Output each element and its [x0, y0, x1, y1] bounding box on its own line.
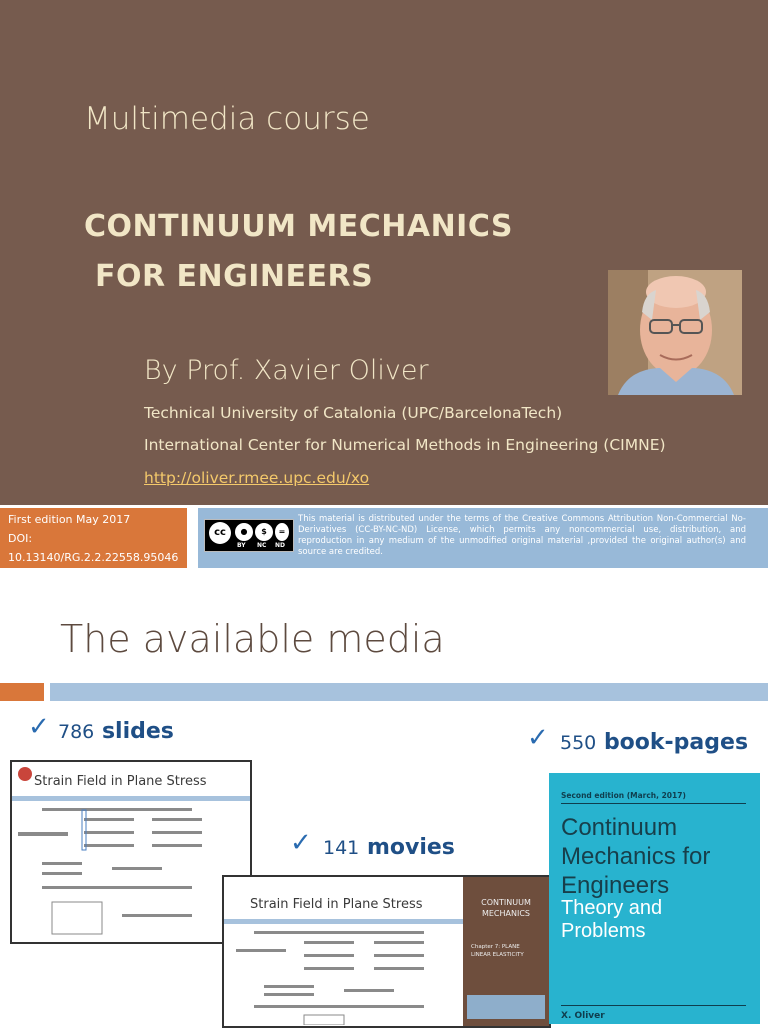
license-box — [198, 508, 768, 568]
checkmark-icon: ✓ — [527, 723, 549, 753]
edition-date: First edition May 2017 — [8, 513, 131, 526]
movies-count-label — [323, 835, 455, 860]
book-author: X. Oliver — [561, 1011, 605, 1021]
slide-thumbnail — [10, 760, 252, 944]
affiliation-cimne: International Center for Numerical Methods in Engineering (CIMNE) — [144, 436, 666, 454]
movies-count: 141 — [323, 837, 360, 859]
book-rule-top — [561, 803, 746, 804]
no-dollar-icon: $ — [255, 523, 273, 541]
doi-label: DOI: — [8, 532, 33, 545]
author-name: By Prof. Xavier Oliver — [144, 355, 429, 386]
movie-thumbnail — [222, 875, 551, 1028]
slide-equations — [12, 802, 250, 942]
chapter-credit-box — [467, 995, 545, 1019]
chapter-course-title: CONTINUUM MECHANICS — [481, 898, 531, 918]
cc-by-label: BY — [237, 542, 246, 549]
accent-bar-orange — [0, 683, 44, 701]
book-title-line: Mechanics for — [561, 843, 711, 870]
edition-box — [0, 508, 187, 568]
logo-icon — [18, 767, 32, 781]
cc-nc-label: NC — [257, 542, 267, 549]
book-title-line: Engineers — [561, 872, 670, 899]
chapter-label: Chapter 7: PLANE LINEAR ELASTICITY — [471, 944, 524, 958]
title-slide — [0, 0, 768, 505]
book-edition: Second edition (March, 2017) — [561, 791, 686, 800]
checkmark-icon: ✓ — [290, 828, 312, 858]
book-rule-bottom — [561, 1005, 746, 1006]
book-title-line: Continuum — [561, 814, 678, 841]
movie-slide-heading: Strain Field in Plane Stress — [250, 897, 423, 912]
person-icon: ● — [235, 523, 253, 541]
book-pages-count-label — [560, 730, 748, 755]
course-label: Multimedia course — [84, 101, 370, 137]
cc-icon: cc — [209, 522, 231, 544]
chapter-panel — [463, 877, 549, 1026]
slide-heading: Strain Field in Plane Stress — [34, 774, 207, 789]
book-subtitle-line: Theory and — [561, 897, 663, 919]
accent-bar-blue — [50, 683, 768, 701]
book-title — [561, 813, 710, 900]
slides-count-label — [58, 719, 174, 744]
title-line: FOR ENGINEERS — [84, 259, 374, 294]
author-photo — [608, 270, 742, 395]
slides-label: slides — [101, 719, 174, 744]
course-title — [84, 202, 513, 302]
equals-icon: = — [275, 523, 289, 541]
movies-label: movies — [366, 835, 455, 860]
title-line: CONTINUUM MECHANICS — [84, 209, 514, 244]
movie-equations — [224, 925, 463, 1025]
checkmark-icon: ✓ — [28, 712, 50, 742]
license-text: This material is distributed under the terms of the Creative Commons Attribution Non-Commercial No-Derivatives (CC-BY-NC-ND) License, which permits any noncommercial use, distribution, and reproduction in any medium of the unmodified original material ,provided the original author(s) and source are credited. — [298, 514, 746, 557]
doi-value: 10.13140/RG.2.2.22558.95046 — [8, 551, 179, 564]
book-pages-count: 550 — [560, 732, 597, 754]
book-cover — [549, 773, 760, 1024]
book-subtitle — [561, 897, 662, 943]
media-title: The available media — [60, 617, 445, 661]
movie-header-bar — [224, 919, 463, 924]
affiliation-upc: Technical University of Catalonia (UPC/BarcelonaTech) — [144, 404, 563, 422]
author-website-link[interactable]: http://oliver.rmee.upc.edu/xo — [144, 469, 370, 487]
book-pages-label: book-pages — [603, 730, 749, 755]
book-subtitle-line: Problems — [561, 920, 646, 942]
slide-header-bar — [12, 796, 250, 801]
slides-count: 786 — [58, 721, 95, 743]
cc-nd-label: ND — [275, 542, 286, 549]
cc-license-badge-icon — [204, 519, 294, 552]
